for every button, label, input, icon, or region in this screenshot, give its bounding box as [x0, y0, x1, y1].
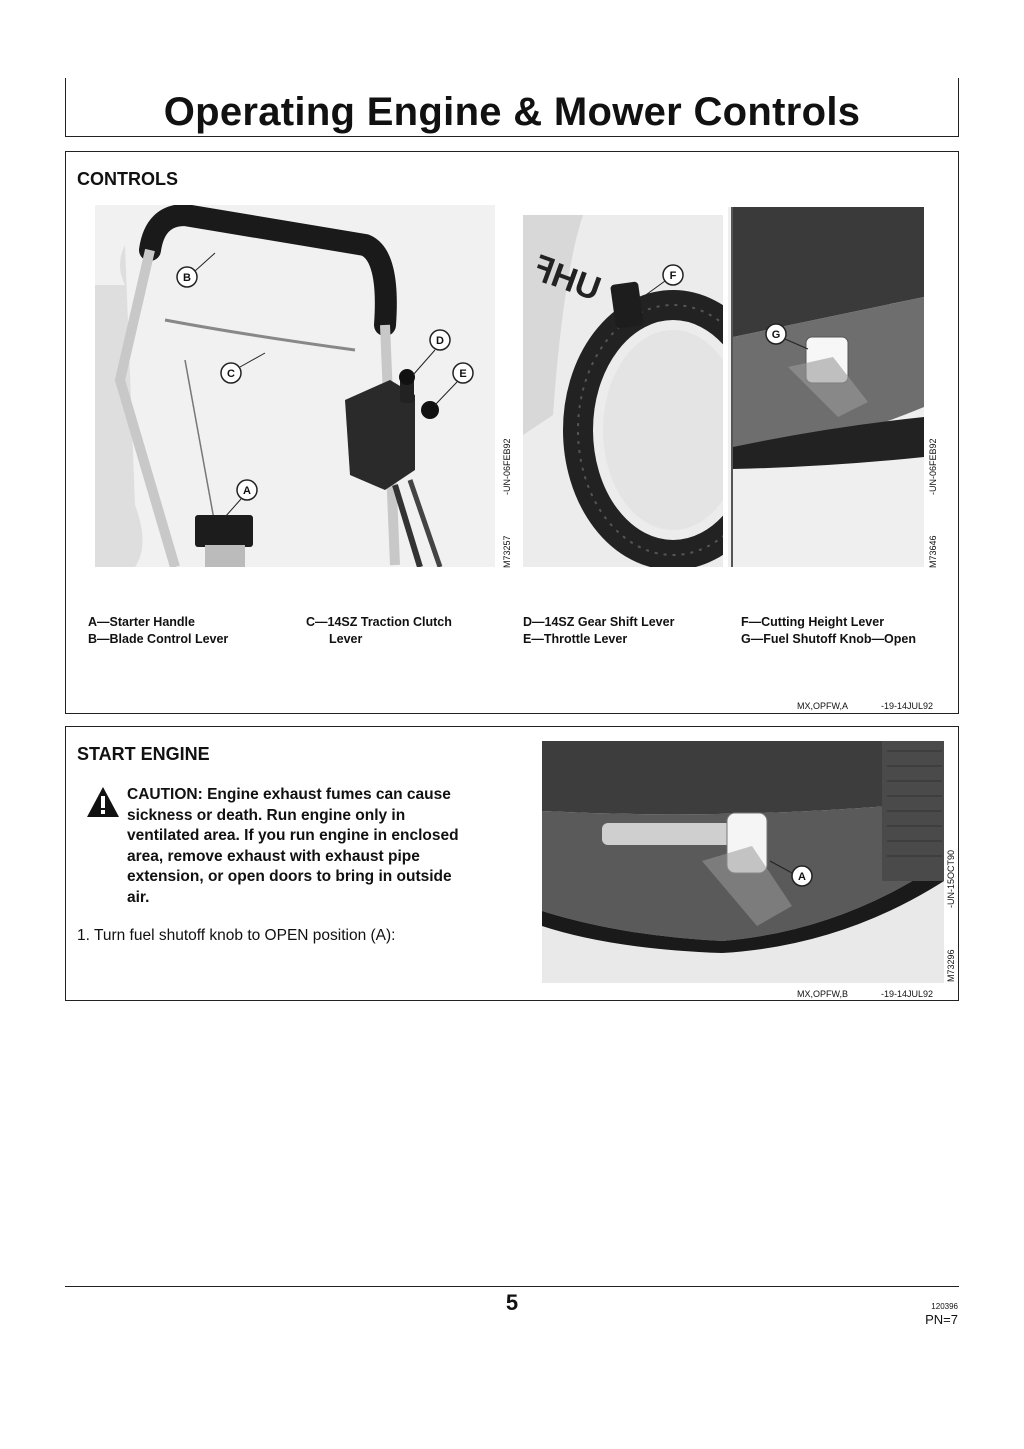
controls-heading: CONTROLS	[77, 169, 178, 189]
doc-code: 120396	[931, 1302, 958, 1311]
caution-line: extension, or open doors to bring in outside	[127, 868, 452, 885]
legend-item-f: F—Cutting Height Lever	[741, 615, 885, 629]
svg-text:ꟻHU: ꟻHU	[528, 249, 606, 309]
legend-col-2	[306, 614, 452, 648]
legend-col-1	[88, 614, 228, 648]
callout-d: D	[436, 335, 444, 347]
warning-triangle-icon	[86, 786, 120, 818]
legend-item-g: G—Fuel Shutoff Knob—Open	[741, 632, 916, 646]
start-engine-ref-code: MX,OPFW,B	[797, 989, 849, 999]
figure-date-3: -UN-15OCT90	[946, 849, 956, 908]
callout-e: E	[459, 368, 467, 380]
callout-b: B	[183, 272, 191, 284]
pn-label: PN=7	[925, 1312, 958, 1327]
figure-id-1: M73257	[502, 535, 512, 568]
caution-line: air.	[127, 888, 150, 906]
caution-text	[127, 785, 527, 908]
figure-id-2: M73646	[928, 535, 938, 568]
legend-item-d: D—14SZ Gear Shift Lever	[523, 615, 675, 629]
caution-line: sickness or death. Run engine only in	[127, 806, 406, 824]
callout-a: A	[243, 485, 251, 497]
legend-item-a: A—Starter Handle	[88, 615, 195, 629]
caution-line: CAUTION: Engine exhaust fumes can cause	[127, 786, 451, 803]
callout-a-fuel: A	[798, 871, 806, 883]
fuel-knob-open-photo	[542, 741, 944, 983]
legend-item-b: B—Blade Control Lever	[88, 632, 229, 646]
page-number: 5	[505, 1290, 519, 1315]
figure-id-3: M73296	[946, 949, 956, 982]
footer-rule	[65, 1286, 959, 1287]
legend-item-c-cont: Lever	[329, 632, 363, 646]
start-engine-ref-date: -19-14JUL92	[881, 989, 934, 999]
legend-item-e: E—Throttle Lever	[523, 632, 628, 646]
figure-date-1: -UN-06FEB92	[502, 438, 512, 495]
fuel-shutoff-photo	[728, 207, 924, 567]
legend-col-3	[523, 614, 674, 648]
step-1-text: 1. Turn fuel shutoff knob to OPEN position (A):	[77, 927, 396, 944]
start-engine-heading: START ENGINE	[77, 744, 210, 764]
controls-ref-code: MX,OPFW,A	[797, 701, 849, 711]
page-title: Operating Engine & Mower Controls	[163, 90, 861, 134]
figure-date-2: -UN-06FEB92	[928, 438, 938, 495]
legend-item-c: C—14SZ Traction Clutch	[306, 615, 452, 629]
caution-line: area, remove exhaust with exhaust pipe	[127, 847, 420, 865]
legend-col-4	[741, 614, 916, 648]
caution-line: ventilated area. If you run engine in enclosed	[127, 827, 459, 844]
callout-g: G	[771, 329, 781, 341]
wheel-height-lever-photo	[523, 215, 723, 567]
callout-f: F	[669, 270, 677, 282]
controls-handle-photo	[95, 205, 495, 567]
callout-c: C	[227, 368, 235, 380]
controls-ref-date: -19-14JUL92	[881, 701, 934, 711]
